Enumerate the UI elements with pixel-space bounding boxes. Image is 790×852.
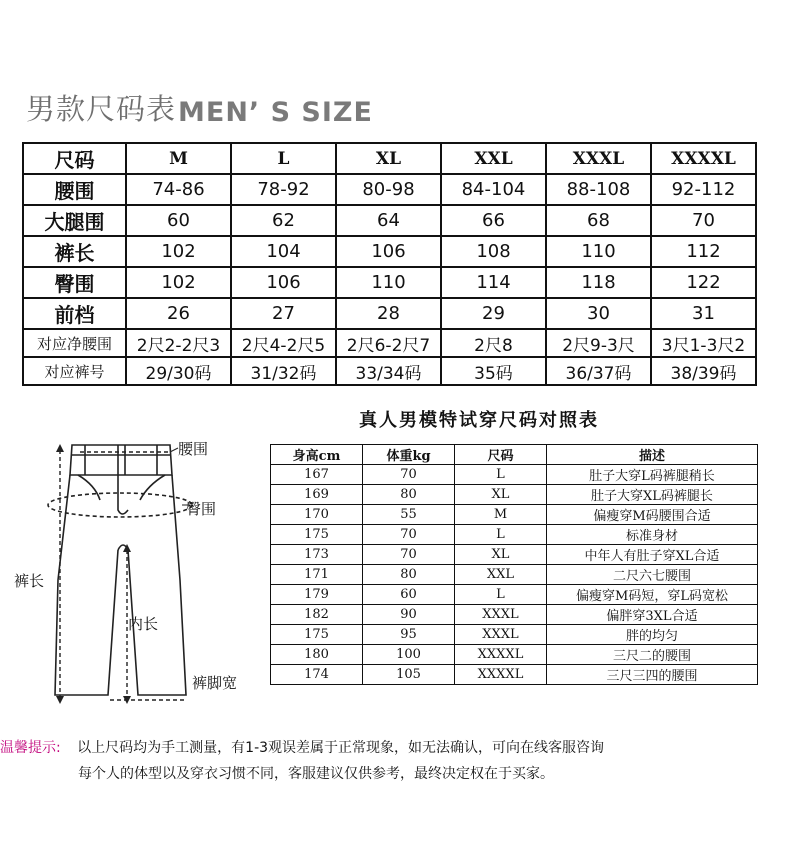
size-cell: 68 [546,205,651,236]
size-cell: 26 [126,298,231,329]
size-row-label: 对应净腰围 [23,329,126,357]
size-cell: 88-108 [546,174,651,205]
size-cell: 92-112 [651,174,756,205]
size-cell: 110 [546,236,651,267]
size-cell: 70 [651,205,756,236]
model-fit-table [270,444,758,685]
model-row [271,485,758,505]
model-cell: XXXXL [455,665,547,685]
model-cell: 169 [271,485,363,505]
model-row [271,585,758,605]
size-cell: 106 [231,267,336,298]
size-row [23,357,756,385]
model-header-cell: 描述 [547,445,758,465]
model-cell: 95 [363,625,455,645]
size-cell: 27 [231,298,336,329]
size-header-cell: XXXL [546,143,651,174]
size-cell: 78-92 [231,174,336,205]
size-header-cell: XXL [441,143,546,174]
model-cell: 171 [271,565,363,585]
model-row [271,565,758,585]
model-cell: XL [455,485,547,505]
model-table-title: 真人男模特试穿尺码对照表 [359,410,599,431]
model-cell: 80 [363,565,455,585]
size-header-cell: L [231,143,336,174]
pants-diagram [0,430,270,710]
size-cell: 3尺1-3尺2 [651,329,756,357]
model-cell: 100 [363,645,455,665]
size-cell: 114 [441,267,546,298]
model-cell: 80 [363,485,455,505]
size-cell: 30 [546,298,651,329]
size-cell: 2尺2-2尺3 [126,329,231,357]
size-cell: 102 [126,267,231,298]
size-cell: 35码 [441,357,546,385]
size-cell: 102 [126,236,231,267]
model-cell: 179 [271,585,363,605]
model-cell: XL [455,545,547,565]
title-cn: 男款尺码表 [26,92,177,126]
model-cell: XXXL [455,625,547,645]
page-title [26,88,373,128]
model-cell: 二尺六七腰围 [547,565,758,585]
model-cell: 180 [271,645,363,665]
size-cell: 31/32码 [231,357,336,385]
model-cell: 中年人有肚子穿XL合适 [547,545,758,565]
size-cell: 112 [651,236,756,267]
size-cell: 62 [231,205,336,236]
model-cell: 三尺三四的腰围 [547,665,758,685]
size-cell: 29 [441,298,546,329]
model-cell: 175 [271,525,363,545]
model-cell: 60 [363,585,455,605]
model-cell: 胖的均匀 [547,625,758,645]
model-header-cell: 体重kg [363,445,455,465]
size-cell: 2尺6-2尺7 [336,329,441,357]
model-cell: 90 [363,605,455,625]
size-cell: 122 [651,267,756,298]
title-en: MEN’ S SIZE [178,97,373,128]
size-row-label: 大腿围 [23,205,126,236]
size-row-label: 前档 [23,298,126,329]
size-cell: 80-98 [336,174,441,205]
model-cell: 标准身材 [547,525,758,545]
model-row [271,645,758,665]
model-cell: L [455,465,547,485]
size-header-cell: M [126,143,231,174]
note-tip-label: 温馨提示: [0,740,61,756]
size-cell: 2尺8 [441,329,546,357]
model-cell: 55 [363,505,455,525]
size-header-cell: XXXXL [651,143,756,174]
model-cell: XXXL [455,605,547,625]
model-row [271,625,758,645]
size-row-label: 腰围 [23,174,126,205]
model-row [271,525,758,545]
size-row [23,329,756,357]
label-waist: 腰围 [178,440,209,458]
model-row [271,545,758,565]
size-cell: 64 [336,205,441,236]
model-header-cell: 身高cm [271,445,363,465]
size-cell: 28 [336,298,441,329]
model-header-row [271,445,758,465]
label-leg-opening: 裤脚宽 [192,674,238,692]
model-cell: 肚子大穿XL码裤腿长 [547,485,758,505]
model-row [271,465,758,485]
size-cell: 84-104 [441,174,546,205]
size-cell: 2尺4-2尺5 [231,329,336,357]
model-row [271,605,758,625]
model-cell: 170 [271,505,363,525]
size-row-label: 裤长 [23,236,126,267]
model-cell: 70 [363,525,455,545]
model-row [271,505,758,525]
model-cell: 偏瘦穿M码腰围合适 [547,505,758,525]
model-cell: 偏胖穿3XL合适 [547,605,758,625]
model-cell: 肚子大穿L码裤腿稍长 [547,465,758,485]
note-line-1 [0,733,604,763]
model-header-cell: 尺码 [455,445,547,465]
size-header-row [23,143,756,174]
model-cell: 70 [363,465,455,485]
note-text-2: 每个人的体型以及穿衣习惯不同，客服建议仅供参考，最终决定权在于买家。 [78,766,554,782]
size-cell: 108 [441,236,546,267]
model-row [271,665,758,685]
size-row [23,174,756,205]
size-cell: 36/37码 [546,357,651,385]
label-length: 裤长 [14,572,45,590]
model-cell: 70 [363,545,455,565]
model-cell: 182 [271,605,363,625]
model-cell: L [455,525,547,545]
model-cell: L [455,585,547,605]
size-row [23,205,756,236]
size-cell: 106 [336,236,441,267]
size-cell: 31 [651,298,756,329]
size-row [23,298,756,329]
size-cell: 38/39码 [651,357,756,385]
label-inseam: 内长 [128,615,159,633]
note-text-1: 以上尺码均为手工测量，有1-3观误差属于正常现象，如无法确认，可向在线客服咨询 [77,740,605,756]
size-row-label: 对应裤号 [23,357,126,385]
size-row-label: 臀围 [23,267,126,298]
size-row [23,236,756,267]
size-chart-table [22,142,757,386]
model-cell: XXL [455,565,547,585]
size-cell: 2尺9-3尺 [546,329,651,357]
label-hip: 臀围 [186,500,217,518]
size-header-label: 尺码 [23,143,126,174]
model-cell: M [455,505,547,525]
model-cell: 105 [363,665,455,685]
size-cell: 118 [546,267,651,298]
size-cell: 104 [231,236,336,267]
size-cell: 29/30码 [126,357,231,385]
size-cell: 110 [336,267,441,298]
model-cell: 174 [271,665,363,685]
model-cell: 偏瘦穿M码短，穿L码宽松 [547,585,758,605]
size-row [23,267,756,298]
model-cell: XXXXL [455,645,547,665]
size-cell: 66 [441,205,546,236]
size-cell: 60 [126,205,231,236]
model-cell: 173 [271,545,363,565]
model-cell: 167 [271,465,363,485]
model-cell: 175 [271,625,363,645]
size-header-cell: XL [336,143,441,174]
size-cell: 74-86 [126,174,231,205]
size-cell: 33/34码 [336,357,441,385]
model-cell: 三尺二的腰围 [547,645,758,665]
